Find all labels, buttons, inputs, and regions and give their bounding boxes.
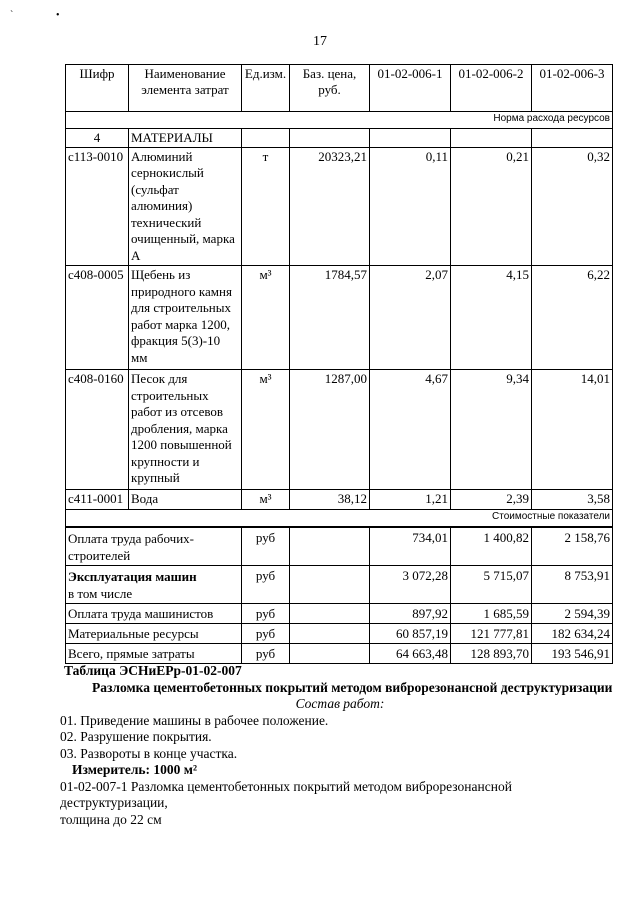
cost-value-2: 128 893,70 xyxy=(451,643,532,663)
section-code: 4 xyxy=(66,129,129,148)
material-name: Алюминий сернокислый (сульфат алюминия) технический очищенный, марка А xyxy=(129,147,242,266)
table-row xyxy=(66,370,613,490)
work-step: 03. Развороты в конце участка. xyxy=(60,745,238,761)
cost-unit: руб xyxy=(242,623,290,643)
work-step: 01. Приведение машины в рабочее положение. xyxy=(60,712,329,728)
material-name: Вода xyxy=(129,490,242,510)
cost-value-2: 1 685,59 xyxy=(451,603,532,623)
cost-value-3: 182 634,24 xyxy=(532,623,613,643)
table-row xyxy=(66,527,613,566)
section-heading: Разломка цементобетонных покрытий методом виброрезонансной деструктуризации xyxy=(92,679,613,695)
header-unit: Ед.изм. xyxy=(242,65,290,112)
cost-label-cell xyxy=(66,565,242,603)
material-value-2: 9,34 xyxy=(451,370,532,490)
cost-unit: руб xyxy=(242,603,290,623)
material-value-1: 2,07 xyxy=(370,266,451,370)
cost-value-1: 734,01 xyxy=(370,527,451,566)
composition-label: Состав работ: xyxy=(295,696,385,711)
material-value-3: 6,22 xyxy=(532,266,613,370)
cost-unit: руб xyxy=(242,527,290,566)
cost-value-2: 121 777,81 xyxy=(451,623,532,643)
material-name: Щебень из природного камня для строительных работ марка 1200, фракция 5(3)-10 мм xyxy=(129,266,242,370)
header-col-1: 01-02-006-1 xyxy=(370,65,451,112)
cost-value-1: 64 663,48 xyxy=(370,643,451,663)
cost-label: Материальные ресурсы xyxy=(66,623,242,643)
following-section xyxy=(60,663,620,828)
cost-value-1: 60 857,19 xyxy=(370,623,451,643)
cost-label: Эксплуатация машин xyxy=(68,568,197,584)
table-header-row xyxy=(66,65,613,112)
material-price: 20323,21 xyxy=(290,147,370,266)
header-col-3: 01-02-006-3 xyxy=(532,65,613,112)
material-code: с411-0001 xyxy=(66,490,129,510)
section-title: МАТЕРИАЛЫ xyxy=(129,129,242,148)
material-price: 1784,57 xyxy=(290,266,370,370)
item-description: 01-02-007-1 Разломка цементобетонных покрытий методом виброрезонансной деструктуризации, xyxy=(60,778,512,810)
material-value-3: 0,32 xyxy=(532,147,613,266)
material-value-1: 1,21 xyxy=(370,490,451,510)
band-resource-norm: Норма расхода ресурсов xyxy=(66,112,613,129)
meter-label: Измеритель: 1000 м² xyxy=(72,762,198,777)
resource-table xyxy=(65,64,613,664)
cost-label: Оплата труда машинистов xyxy=(66,603,242,623)
band-cost-indicators: Стоимостные показатели xyxy=(66,509,613,527)
material-code: с113-0010 xyxy=(66,147,129,266)
material-name: Песок для строительных работ из отсевов дробления, марка 1200 повышенной крупности и крупный xyxy=(129,370,242,490)
cost-value-2: 5 715,07 xyxy=(451,565,532,603)
material-value-2: 0,21 xyxy=(451,147,532,266)
table-row xyxy=(66,565,613,603)
cost-unit: руб xyxy=(242,643,290,663)
table-id: Таблица ЭСНиЕРр-01-02-007 xyxy=(64,663,242,678)
cost-value-3: 2 594,39 xyxy=(532,603,613,623)
material-value-1: 4,67 xyxy=(370,370,451,490)
material-unit: м³ xyxy=(242,490,290,510)
work-step: 02. Разрушение покрытия. xyxy=(60,729,212,744)
cost-label: Всего, прямые затраты xyxy=(66,643,242,663)
cost-sublabel: в том числе xyxy=(68,585,133,601)
material-price: 1287,00 xyxy=(290,370,370,490)
material-code: с408-0005 xyxy=(66,266,129,370)
material-unit: т xyxy=(242,147,290,266)
material-value-2: 4,15 xyxy=(451,266,532,370)
header-col-2: 01-02-006-2 xyxy=(451,65,532,112)
header-code: Шифр xyxy=(66,65,129,112)
section-row xyxy=(66,129,613,148)
cost-unit: руб xyxy=(242,565,290,603)
material-code: с408-0160 xyxy=(66,370,129,490)
cost-value-3: 2 158,76 xyxy=(532,527,613,566)
cost-value-1: 3 072,28 xyxy=(370,565,451,603)
table-row xyxy=(66,643,613,663)
material-unit: м³ xyxy=(242,370,290,490)
table-row xyxy=(66,603,613,623)
cost-value-1: 897,92 xyxy=(370,603,451,623)
page-number: 17 xyxy=(313,34,327,49)
material-value-2: 2,39 xyxy=(451,490,532,510)
header-price: Баз. цена, руб. xyxy=(290,65,370,112)
cost-value-3: 8 753,91 xyxy=(532,565,613,603)
table-row xyxy=(66,147,613,266)
cost-label: Оплата труда рабочих-строителей xyxy=(66,527,242,566)
material-unit: м³ xyxy=(242,266,290,370)
material-price: 38,12 xyxy=(290,490,370,510)
table-row xyxy=(66,266,613,370)
scan-speck: • xyxy=(56,10,60,21)
material-value-3: 14,01 xyxy=(532,370,613,490)
header-name: Наименование элемента затрат xyxy=(129,65,242,112)
table-row xyxy=(66,490,613,510)
material-value-1: 0,11 xyxy=(370,147,451,266)
cost-value-3: 193 546,91 xyxy=(532,643,613,663)
scan-speck: ` xyxy=(10,10,14,21)
cost-value-2: 1 400,82 xyxy=(451,527,532,566)
material-value-3: 3,58 xyxy=(532,490,613,510)
table-row xyxy=(66,623,613,643)
item-description-cont: толщина до 22 см xyxy=(60,811,162,827)
